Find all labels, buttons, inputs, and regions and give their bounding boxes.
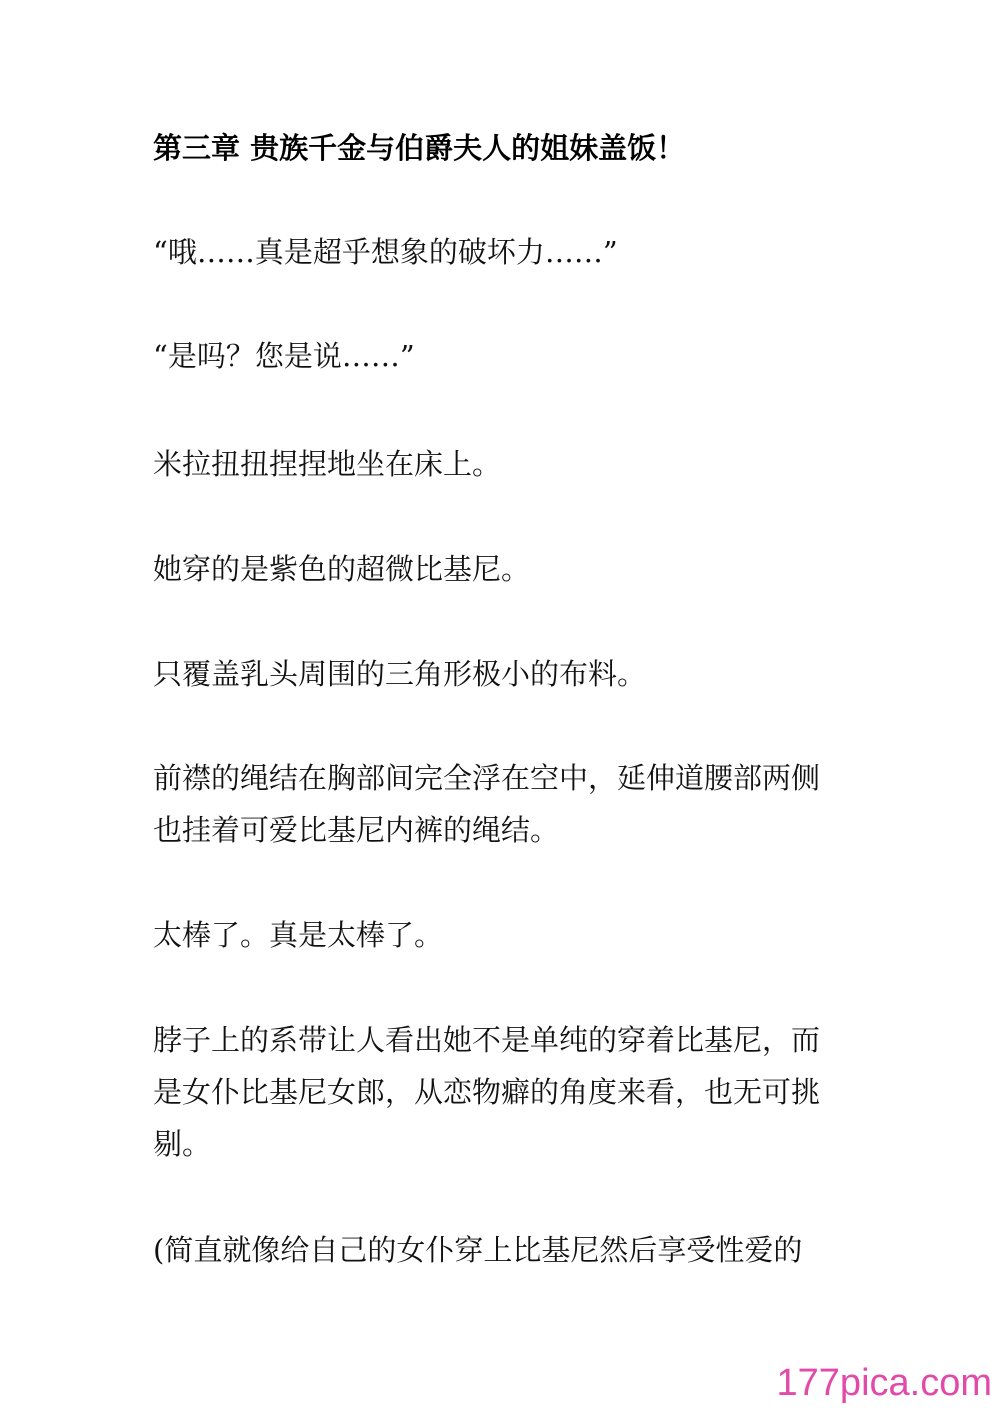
paragraph-line: 是女仆比基尼女郎，从恋物癖的角度来看，也无可挑 xyxy=(153,1075,821,1109)
paragraph-8 xyxy=(153,1014,873,1170)
paragraph-line: “哦……真是超乎想象的破坏力……” xyxy=(153,235,618,269)
chapter-title xyxy=(153,122,873,174)
paragraph-line: 前襟的绳结在胸部间完全浮在空中，延伸道腰部两侧 xyxy=(153,761,821,795)
paragraph-line: 只覆盖乳头周围的三角形极小的布料。 xyxy=(153,657,647,691)
paragraph-4 xyxy=(153,543,873,595)
paragraph-line: (简直就像给自己的女仆穿上比基尼然后享受性爱的 xyxy=(153,1233,803,1267)
paragraph-line: 脖子上的系带让人看出她不是单纯的穿着比基尼，而 xyxy=(153,1023,821,1057)
paragraph-1 xyxy=(153,226,873,278)
paragraph-line: “是吗？您是说……” xyxy=(153,339,415,373)
paragraph-2 xyxy=(153,330,873,382)
paragraph-5 xyxy=(153,648,873,700)
paragraph-3 xyxy=(153,438,873,490)
paragraph-line: 也挂着可爱比基尼内裤的绳结。 xyxy=(153,813,560,847)
paragraph-9 xyxy=(153,1224,873,1276)
paragraph-7 xyxy=(153,909,873,961)
paragraph-line: 剔。 xyxy=(153,1127,212,1161)
watermark-text: 177pica.com xyxy=(776,1362,992,1404)
paragraph-line: 米拉扭扭捏捏地坐在床上。 xyxy=(153,447,502,481)
paragraph-6 xyxy=(153,752,873,856)
paragraph-line: 她穿的是紫色的超微比基尼。 xyxy=(153,552,531,586)
paragraph-line: 太棒了。真是太棒了。 xyxy=(153,918,444,952)
chapter-title-text: 第三章 贵族千金与伯爵夫人的姐妹盖饭！ xyxy=(153,131,686,165)
